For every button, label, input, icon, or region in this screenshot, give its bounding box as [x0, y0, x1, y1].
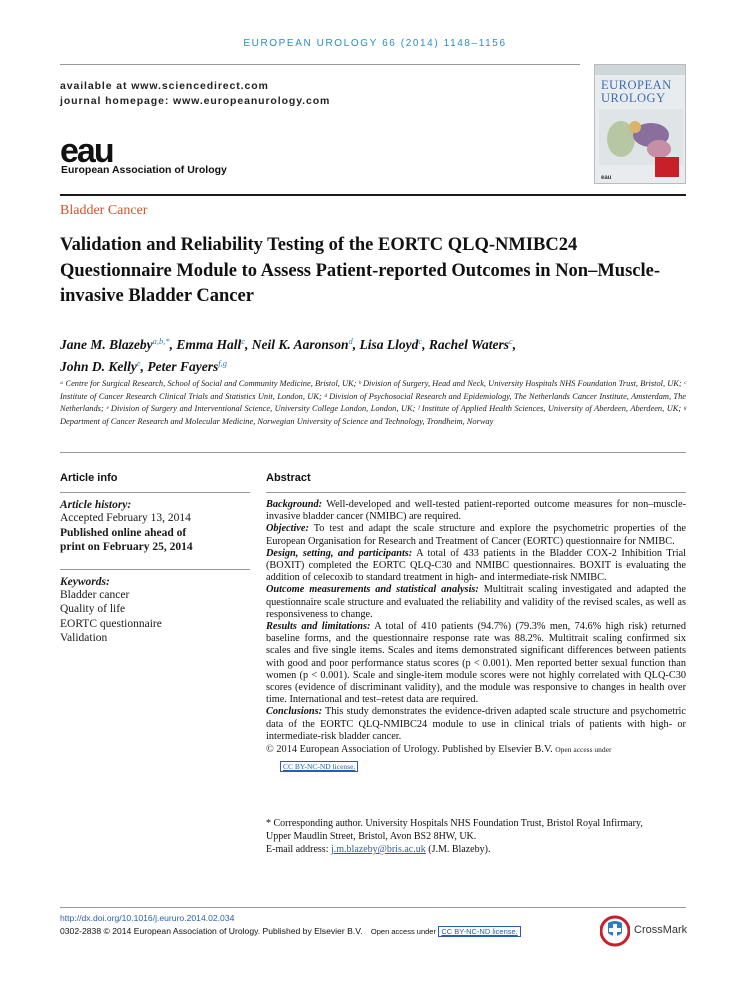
author-name: Peter Fayers	[147, 359, 219, 374]
abstract-column	[266, 472, 686, 774]
abstract-copyright: © 2014 European Association of Urology. Published by Elsevier B.V. Open access under	[266, 744, 612, 756]
footer-rule	[60, 907, 686, 908]
author-affiliation-mark[interactable]: f,g	[218, 358, 228, 368]
author-affiliation-mark[interactable]: a,b,*	[152, 336, 170, 346]
history-heading: Article history:	[60, 499, 132, 511]
journal-header: EUROPEAN UROLOGY 66 (2014) 1148–1156	[243, 38, 507, 49]
email-link[interactable]: j.m.blazeby@bris.ac.uk	[330, 844, 426, 855]
availability-block	[60, 79, 330, 109]
license-link[interactable]: CC BY-NC-ND license.	[280, 761, 358, 772]
author-name: John D. Kelly	[60, 359, 137, 374]
crossmark-badge[interactable]	[600, 915, 690, 949]
author-affiliation-mark[interactable]: c	[509, 336, 513, 346]
header-rule	[60, 194, 686, 196]
author-affiliation-mark[interactable]: c	[418, 336, 423, 346]
abstract-results: Results and limitations: A total of 410 patients (94.7%) (79.3% men, 74.6% high risk) returned baseline forms, and the questionnaire response rate was 88.2%. Multitrait scaling confirmed six scales and five single items. Scales and items demonstrated significant differences between patients with good and poor performance status scores (p < 0.001). Men reported better sexual function than women (p < 0.001). Scale and single-item module scores were not highly correlated with QLQ-C30 scores (evidence of discriminant validity), and the module was responsive to changes in health over time. International and test–retest data are required.	[266, 621, 686, 706]
author-name: Jane M. Blazeby	[60, 337, 153, 352]
abstract-rule	[266, 492, 686, 493]
accepted-date: Accepted February 13, 2014	[60, 512, 191, 524]
keywords-heading: Keywords:	[60, 575, 110, 588]
keywords-rule	[60, 569, 250, 570]
keyword-item: Bladder cancer	[60, 588, 130, 601]
author-name: Rachel Waters	[428, 337, 509, 352]
journal-cover[interactable]	[594, 64, 686, 184]
crossmark-icon	[600, 915, 630, 947]
correspondence-line-2: Upper Maudlin Street, Bristol, Avon BS2 8HW, UK.	[266, 831, 477, 842]
article-category: Bladder Cancer	[60, 203, 148, 218]
published-line-1: Published online ahead of	[60, 526, 187, 539]
abstract-background: Background: Well-developed and well-tested patient-reported outcome measures for non–muscle-invasive bladder cancer (NMIBC) are required.	[266, 499, 686, 523]
keyword-item: Validation	[60, 632, 108, 644]
cover-footer-text: eau	[601, 175, 612, 181]
doi-link[interactable]: http://dx.doi.org/10.1016/j.eururo.2014.02.034	[60, 913, 235, 923]
author-list: Jane M. Blazeby$^{a,b,*}$, Emma Hall$^c$, Neil K. Aaronson$^d$, Lisa Lloyd$^c$, Rachel Waters$^c$, John D. Kelly$^e$, Peter Fayers$^{f,g}$	[60, 336, 517, 374]
issn-line: 0302-2838 © 2014 European Association of Urology. Published by Elsevier B.V. Open access under CC BY-NC-ND license.	[60, 926, 521, 936]
keyword-list	[60, 588, 250, 646]
correspondence-block	[266, 817, 686, 856]
sciencedirect-line[interactable]: available at www.sciencedirect.com	[60, 80, 269, 92]
author-name: Emma Hall	[176, 337, 242, 352]
homepage-line[interactable]: journal homepage: www.europeanurology.com	[60, 95, 331, 107]
abstract-conclusions: Conclusions: This study demonstrates the evidence-driven adapted scale structure and psychometric data of the EORTC QLQ-NMIBC24 module to use in clinical trials of patients with high- or intermediate-risk bladder cancer.	[266, 706, 686, 742]
eau-logo	[60, 132, 227, 180]
affiliations: ᵃ Centre for Surgical Research, School of Social and Community Medicine, Bristol, UK; ᵇ Division of Surgery, Head and Neck, University Hospitals NHS Foundation Trust, Bristol, UK; ᶜ Institute of Cancer Research Clinical Trials and Statistics Unit, London, UK; ᵈ Division of Psychosocial Research and Epidemiology, The Netherlands Cancer Institute, Amsterdam, The Netherlands; ᵉ Division of Surgery and Interventional Science, University College London, London, UK; ᶠ Institute of Applied Health Sciences, University of Aberdeen, Aberdeen, UK; ᵍ Department of Cancer Research and Molecular Medicine, Norwegian University of Science and Technology, Trondheim, Norway	[60, 379, 686, 427]
keyword-item: EORTC questionnaire	[60, 617, 162, 630]
author-name: Lisa Lloyd	[359, 337, 419, 352]
cover-title: EUROPEAN UROLOGY	[601, 78, 672, 105]
article-info-rule	[60, 492, 250, 493]
author-name: Neil K. Aaronson	[251, 337, 349, 352]
top-rule	[60, 64, 580, 65]
crossmark-label: CrossMark	[634, 924, 688, 936]
section-rule	[60, 452, 686, 453]
published-line-2: print on February 25, 2014	[60, 541, 193, 553]
abstract-objective: Objective: To test and adapt the scale structure and explore the psychometric properties of the European Organisation for Research and Treatment of Cancer (EORTC) questionnaire for NMIBC.	[266, 523, 686, 547]
eau-logo-mark: eau	[60, 132, 113, 170]
cover-band	[595, 65, 685, 75]
correspondence-line-1: * Corresponding author. University Hospitals NHS Foundation Trust, Bristol Royal Infirmary,	[266, 818, 643, 829]
correspondence-email-line: E-mail address: j.m.blazeby@bris.ac.uk (J.M. Blazeby).	[266, 844, 491, 855]
keyword-item: Quality of life	[60, 603, 126, 615]
footer-open-access: Open access under	[370, 927, 436, 936]
article-info-heading: Article info	[60, 472, 118, 484]
article-title: Validation and Reliability Testing of the EORTC QLQ-NMIBC24 Questionnaire Module to Assess Patient-reported Outcomes in Non–Muscle-invasive Bladder Cancer	[60, 235, 661, 306]
abstract-outcome: Outcome measurements and statistical analysis: Multitrait scaling investigated and adapted the questionnaire scale structure and evaluated the reliability and validity of the revised scales, as well as responsiveness to change.	[266, 584, 686, 620]
abstract-design: Design, setting, and participants: A total of 433 patients in the Bladder COX-2 Inhibition Trial (BOXIT) completed the EORTC QLQ-C30 and NMIBC questionnaires. BOXIT is evaluating the addition of celecoxib to standard treatment in high- and intermediate-risk NMIBC.	[266, 547, 686, 584]
abstract-heading: Abstract	[266, 472, 311, 484]
author-affiliation-mark[interactable]: d	[348, 336, 353, 346]
footer-license-link[interactable]: CC BY-NC-ND license.	[438, 926, 520, 937]
cover-accent-box	[655, 157, 679, 177]
abstract-body	[266, 499, 686, 743]
author-affiliation-mark[interactable]: e	[136, 358, 141, 368]
open-access-note: Open access under	[555, 745, 612, 755]
author-affiliation-mark[interactable]: c	[241, 336, 246, 346]
eau-logo-name: European Association of Urology	[61, 164, 227, 176]
article-info-column	[60, 472, 250, 646]
